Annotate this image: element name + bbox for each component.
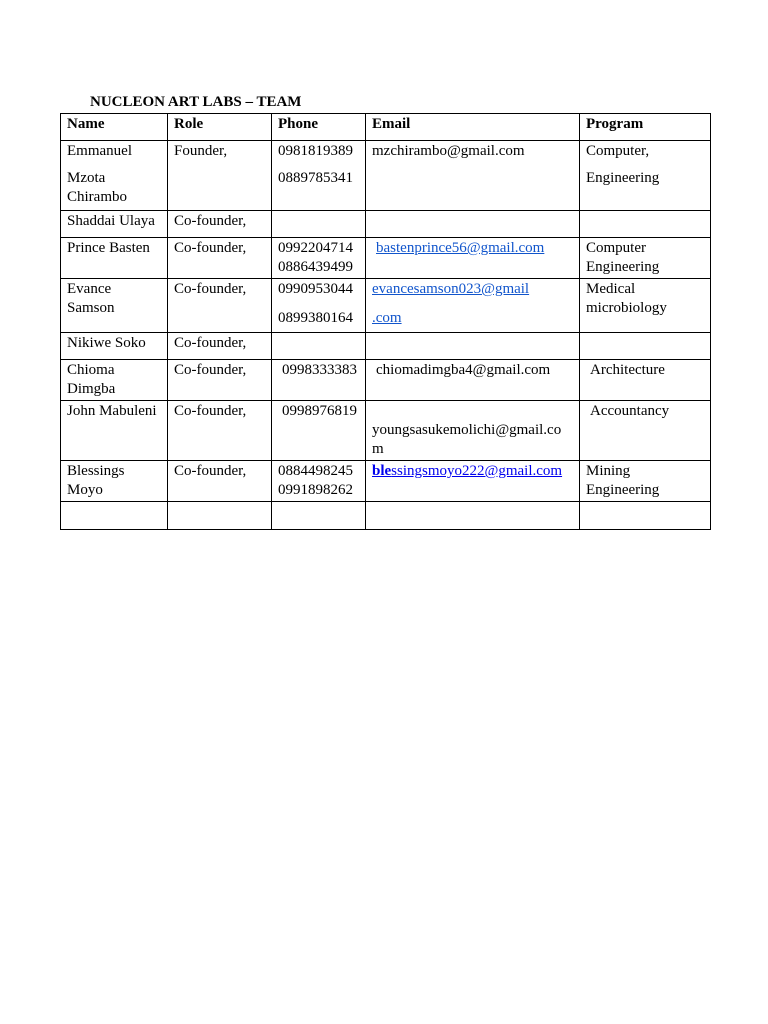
role-text: Co-founder, (174, 362, 247, 378)
header-program: Program (580, 114, 711, 141)
cell-email (366, 333, 580, 360)
cell-email (366, 360, 580, 401)
cell-empty (168, 502, 272, 530)
email-text: chiomadimgba4@gmail.com (376, 362, 551, 378)
name-line: Chirambo (67, 189, 127, 205)
table-row (61, 141, 711, 211)
role-text: Co-founder, (174, 463, 247, 479)
cell-program (580, 141, 711, 211)
cell-role (168, 141, 272, 211)
phone-number: 0899380164 (278, 310, 353, 326)
phone-number: 0884498245 (278, 463, 353, 479)
table-row (61, 211, 711, 238)
program-line: Computer, (586, 143, 650, 159)
role-text: Co-founder, (174, 403, 247, 419)
cell-phone (272, 461, 366, 502)
name-line: Prince Basten (67, 240, 150, 256)
program-line: Engineering (586, 482, 660, 498)
email-link[interactable]: bastenprince56@gmail.com (376, 240, 545, 256)
cell-empty (366, 502, 580, 530)
email-link-rest: ssingsmoyo222@gmail.com (391, 463, 563, 479)
program-line: Accountancy (590, 403, 670, 419)
cell-phone (272, 360, 366, 401)
cell-name (61, 401, 168, 461)
cell-name (61, 333, 168, 360)
table-row-empty (61, 502, 711, 530)
role-text: Co-founder, (174, 213, 247, 229)
email-spacer (372, 402, 573, 421)
cell-role (168, 333, 272, 360)
table-row (61, 401, 711, 461)
cell-role (168, 279, 272, 333)
cell-program (580, 401, 711, 461)
phone-number: 0886439499 (278, 259, 353, 275)
email-link[interactable]: evancesamson023@gmail (372, 281, 530, 297)
program-line: Medical (586, 281, 636, 297)
cell-email (366, 279, 580, 333)
name-line: Moyo (67, 482, 103, 498)
table-row (61, 461, 711, 502)
cell-name (61, 238, 168, 279)
cell-email (366, 141, 580, 211)
name-line: Samson (67, 300, 115, 316)
cell-phone (272, 401, 366, 461)
document-title: NUCLEON ART LABS – TEAM (90, 94, 302, 110)
header-email: Email (366, 114, 580, 141)
table-row (61, 333, 711, 360)
phone-number: 0998333383 (282, 362, 357, 378)
cell-role (168, 401, 272, 461)
cell-name (61, 360, 168, 401)
email-link-bold-part: ble (372, 463, 392, 479)
cell-program (580, 461, 711, 502)
email-link[interactable] (372, 462, 573, 481)
name-line: Dimgba (67, 381, 116, 397)
header-role: Role (168, 114, 272, 141)
role-text: Co-founder, (174, 335, 247, 351)
program-line: Engineering (586, 259, 660, 275)
cell-program (580, 279, 711, 333)
program-line: Engineering (586, 170, 660, 186)
cell-role (168, 461, 272, 502)
name-line: Evance (67, 281, 112, 297)
cell-phone (272, 279, 366, 333)
phone-number: 0990953044 (278, 281, 353, 297)
phone-number: 0998976819 (282, 403, 357, 419)
team-table (60, 113, 711, 530)
email-text: mzchirambo@gmail.com (372, 143, 525, 159)
program-line: Computer (586, 240, 646, 256)
table-row (61, 279, 711, 333)
cell-name (61, 211, 168, 238)
cell-email (366, 461, 580, 502)
name-line: Mzota (67, 170, 106, 186)
cell-role (168, 211, 272, 238)
cell-email (366, 401, 580, 461)
email-text: youngsasukemolichi@gmail.co (372, 422, 562, 438)
cell-name (61, 461, 168, 502)
cell-empty (61, 502, 168, 530)
cell-name (61, 279, 168, 333)
cell-phone (272, 238, 366, 279)
cell-empty (580, 502, 711, 530)
header-name: Name (61, 114, 168, 141)
cell-email (366, 211, 580, 238)
table-row (61, 238, 711, 279)
name-line: Blessings (67, 463, 125, 479)
cell-phone (272, 141, 366, 211)
header-phone: Phone (272, 114, 366, 141)
phone-number: 0991898262 (278, 482, 353, 498)
name-line: Chioma (67, 362, 115, 378)
name-line: Nikiwe Soko (67, 335, 146, 351)
name-line: John Mabuleni (67, 403, 157, 419)
role-text: Founder, (174, 143, 228, 159)
email-text: m (372, 441, 384, 457)
program-line: Mining (586, 463, 631, 479)
role-text: Co-founder, (174, 281, 247, 297)
table-header-row (61, 114, 711, 141)
cell-program (580, 360, 711, 401)
cell-name (61, 141, 168, 211)
cell-phone (272, 211, 366, 238)
role-text: Co-founder, (174, 240, 247, 256)
cell-empty (272, 502, 366, 530)
cell-role (168, 238, 272, 279)
phone-number: 0981819389 (278, 143, 353, 159)
cell-program (580, 333, 711, 360)
phone-number: 0889785341 (278, 170, 353, 186)
name-line: Emmanuel (67, 143, 132, 159)
cell-phone (272, 333, 366, 360)
table-row (61, 360, 711, 401)
cell-email (366, 238, 580, 279)
cell-program (580, 238, 711, 279)
email-link[interactable]: .com (372, 310, 402, 326)
cell-program (580, 211, 711, 238)
name-line: Shaddai Ulaya (67, 213, 155, 229)
cell-role (168, 360, 272, 401)
program-line: Architecture (590, 362, 665, 378)
phone-number: 0992204714 (278, 240, 353, 256)
program-line: microbiology (586, 300, 667, 316)
